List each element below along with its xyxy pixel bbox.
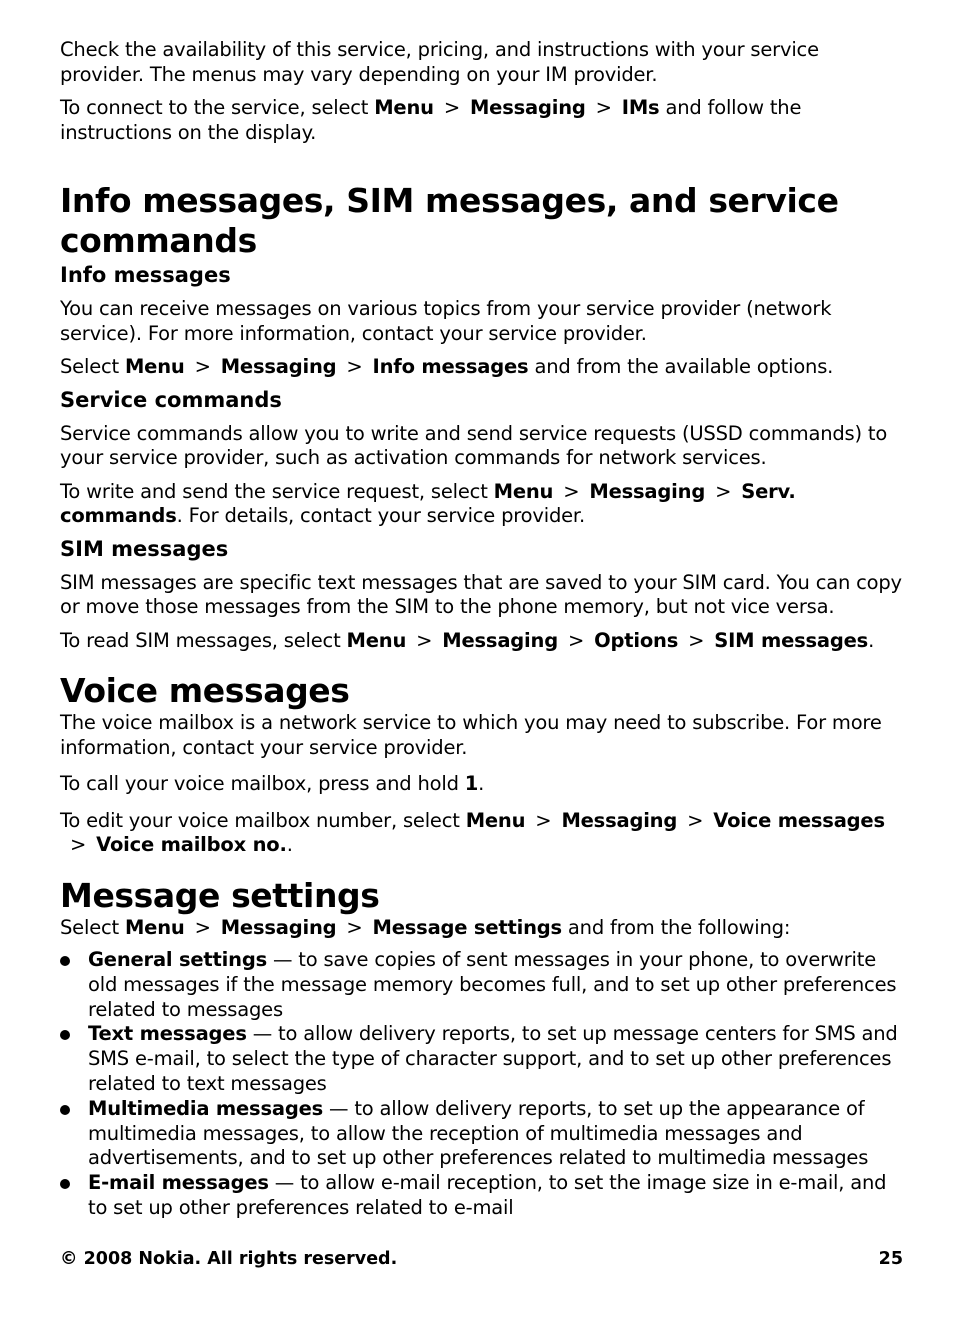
info-messages-instructions: Select Menu > Messaging > Info messages and from the available options. <box>60 355 834 378</box>
settings-instructions: Select Menu > Messaging > Message settings and from the following: <box>60 915 791 939</box>
section-heading-info: Info messages, SIM messages, and service commands <box>60 181 839 260</box>
bullet-icon <box>60 1179 70 1189</box>
sim-messages-description: SIM messages are specific text messages that are saved to your SIM card. You can copy or move those messages from the SIM to the phone memory, but not vice versa. <box>60 570 902 618</box>
service-commands-instructions: To write and send the service request, select Menu > Messaging > Serv. commands. For details, contact your service provider. <box>60 479 796 527</box>
service-commands-description: Service commands allow you to write and send service requests (USSD commands) to your service provider, such as activation commands for network services. <box>60 421 888 469</box>
copyright-notice: © 2008 Nokia. All rights reserved. <box>60 1249 398 1269</box>
settings-list <box>60 948 906 1221</box>
voice-edit-instructions: To edit your voice mailbox number, select Menu > Messaging > Voice messages> Voice mailbox no.. <box>60 808 885 856</box>
bullet-icon <box>60 1030 70 1040</box>
subheading-service-commands: Service commands <box>60 387 282 412</box>
sim-messages-instructions: To read SIM messages, select Menu > Messaging > Options > SIM messages. <box>60 628 875 652</box>
subheading-info-messages: Info messages <box>60 263 231 287</box>
manual-page <box>60 38 906 1221</box>
voice-call-instructions: To call your voice mailbox, press and hold 1. <box>60 772 485 795</box>
section-heading-settings: Message settings <box>60 875 380 915</box>
list-item: Text messages — to allow delivery reports, to set up message centers for SMS and SMS e-mail, to select the type of character support, and to set up other preferences related to text messages <box>60 1022 906 1096</box>
info-messages-description: You can receive messages on various topics from your service provider (network service). For more information, contact your service provider. <box>60 297 832 345</box>
section-heading-voice: Voice messages <box>60 671 350 710</box>
intro-connect-instructions: To connect to the service, select Menu > Messaging > IMs and follow the instructions on the display. <box>60 96 802 144</box>
menu-path-item: Menu <box>374 96 434 119</box>
bullet-icon <box>60 1105 70 1115</box>
voice-description: The voice mailbox is a network service to which you may need to subscribe. For more information, contact your service provider. <box>60 711 882 759</box>
subheading-sim-messages: SIM messages <box>60 536 229 561</box>
menu-path-item: Messaging <box>469 96 586 119</box>
list-item: Multimedia messages — to allow delivery reports, to set up the appearance of multimedia messages, to allow the reception of multimedia messages and advertisements, and to set up other preferences related to multimedia messages <box>60 1097 906 1171</box>
list-item: General settings — to save copies of sent messages in your phone, to overwrite old messages if the message memory becomes full, and to set up other preferences related to messages <box>60 948 906 1022</box>
menu-path-item: IMs <box>621 96 660 119</box>
list-item: E-mail messages — to allow e-mail reception, to set the image size in e-mail, and to set up other preferences related to e-mail <box>60 1171 906 1221</box>
page-footer <box>60 1249 903 1269</box>
intro-paragraph: Check the availability of this service, pricing, and instructions with your service provider. The menus may vary depending on your IM provider. <box>60 38 819 86</box>
bullet-icon <box>60 956 70 966</box>
page-number: 25 <box>878 1249 903 1269</box>
